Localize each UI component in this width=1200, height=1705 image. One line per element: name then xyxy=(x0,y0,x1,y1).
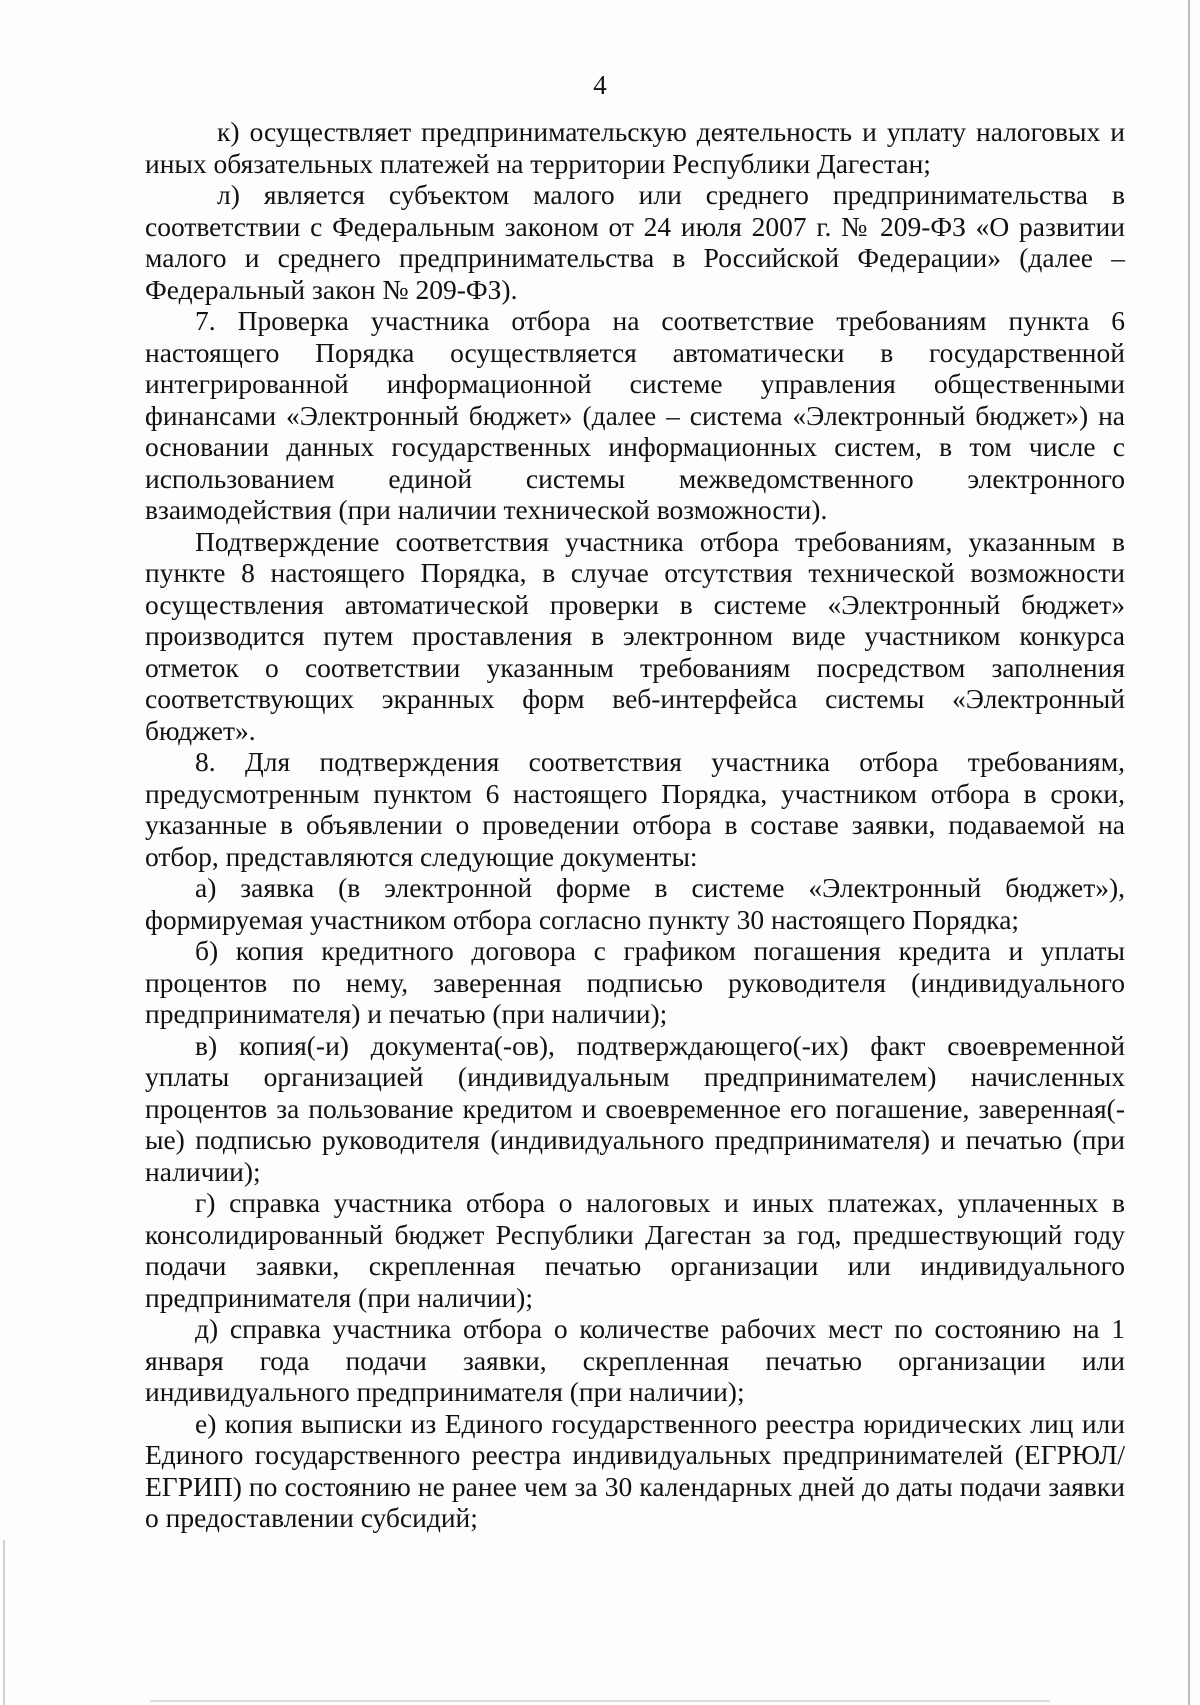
document-body xyxy=(145,116,1125,1534)
paragraph-confirmation: Подтверждение соответствия участника отбора требованиям, указанным в пункте 8 настоящего Порядка, в случае отсутствия технической возможности осуществления автоматической проверки в системе «Электронный бюджет» производится путем проставления в электронном виде участником конкурса отметок о соответствии указанным требованиям посредством заполнения соответствующих экранных форм веб-интерфейса системы «Электронный бюджет». xyxy=(145,525,1125,746)
paragraph-v: в) копия(-и) документа(-ов), подтверждающего(-их) факт своевременной уплаты организацией (индивидуальным предпринимателем) начисленных процентов за пользование кредитом и своевременное его погашение, заверенная(-ые) подписью руководителя (индивидуального предпринимателя) и печатью (при наличии); xyxy=(145,1029,1125,1187)
scan-edge-right xyxy=(1188,0,1190,1705)
paragraph-l: л) является субъектом малого или среднего предпринимательства в соответствии с Федеральным законом от 24 июля 2007 г. № 209-ФЗ «О развитии малого и среднего предпринимательства в Российской Федерации» (далее – Федеральный закон № 209-ФЗ). xyxy=(145,179,1125,305)
scan-edge-bottom xyxy=(150,1700,1050,1702)
paragraph-a: а) заявка (в электронной форме в системе «Электронный бюджет»), формируемая участником отбора согласно пункту 30 настоящего Порядка; xyxy=(145,872,1125,935)
paragraph-b: б) копия кредитного договора с графиком погашения кредита и уплаты процентов по нему, заверенная подписью руководителя (индивидуального предпринимателя) и печатью (при наличии); xyxy=(145,935,1125,1029)
paragraph-e: е) копия выписки из Единого государственного реестра юридических лиц или Единого государственного реестра индивидуальных предпринимателей (ЕГРЮЛ/ЕГРИП) по состоянию не ранее чем за 30 календарных дней до даты подачи заявки о предоставлении субсидий; xyxy=(145,1407,1125,1533)
paragraph-d: д) справка участника отбора о количестве рабочих мест по состоянию на 1 января года подачи заявки, скрепленная печатью организации или индивидуального предпринимателя (при наличии); xyxy=(145,1313,1125,1407)
paragraph-k: к) осуществляет предпринимательскую деятельность и уплату налоговых и иных обязательных платежей на территории Республики Дагестан; xyxy=(145,116,1125,179)
paragraph-g: г) справка участника отбора о налоговых и иных платежах, уплаченных в консолидированный бюджет Республики Дагестан за год, предшествующий году подачи заявки, скрепленная печатью организации или индивидуального предпринимателя (при наличии); xyxy=(145,1187,1125,1313)
scan-edge-left xyxy=(3,1540,5,1705)
paragraph-7: 7. Проверка участника отбора на соответствие требованиям пункта 6 настоящего Порядка осуществляется автоматически в государственной интегрированной информационной системе управления общественными финансами «Электронный бюджет» (далее – система «Электронный бюджет») на основании данных государственных информационных систем, в том числе с использованием единой системы межведомственного электронного взаимодействия (при наличии технической возможности). xyxy=(145,305,1125,525)
page-number: 4 xyxy=(593,70,607,100)
paragraph-8: 8. Для подтверждения соответствия участника отбора требованиям, предусмотренным пунктом 6 настоящего Порядка, участником отбора в сроки, указанные в объявлении о проведении отбора в составе заявки, подаваемой на отбор, представляются следующие документы: xyxy=(145,746,1125,872)
